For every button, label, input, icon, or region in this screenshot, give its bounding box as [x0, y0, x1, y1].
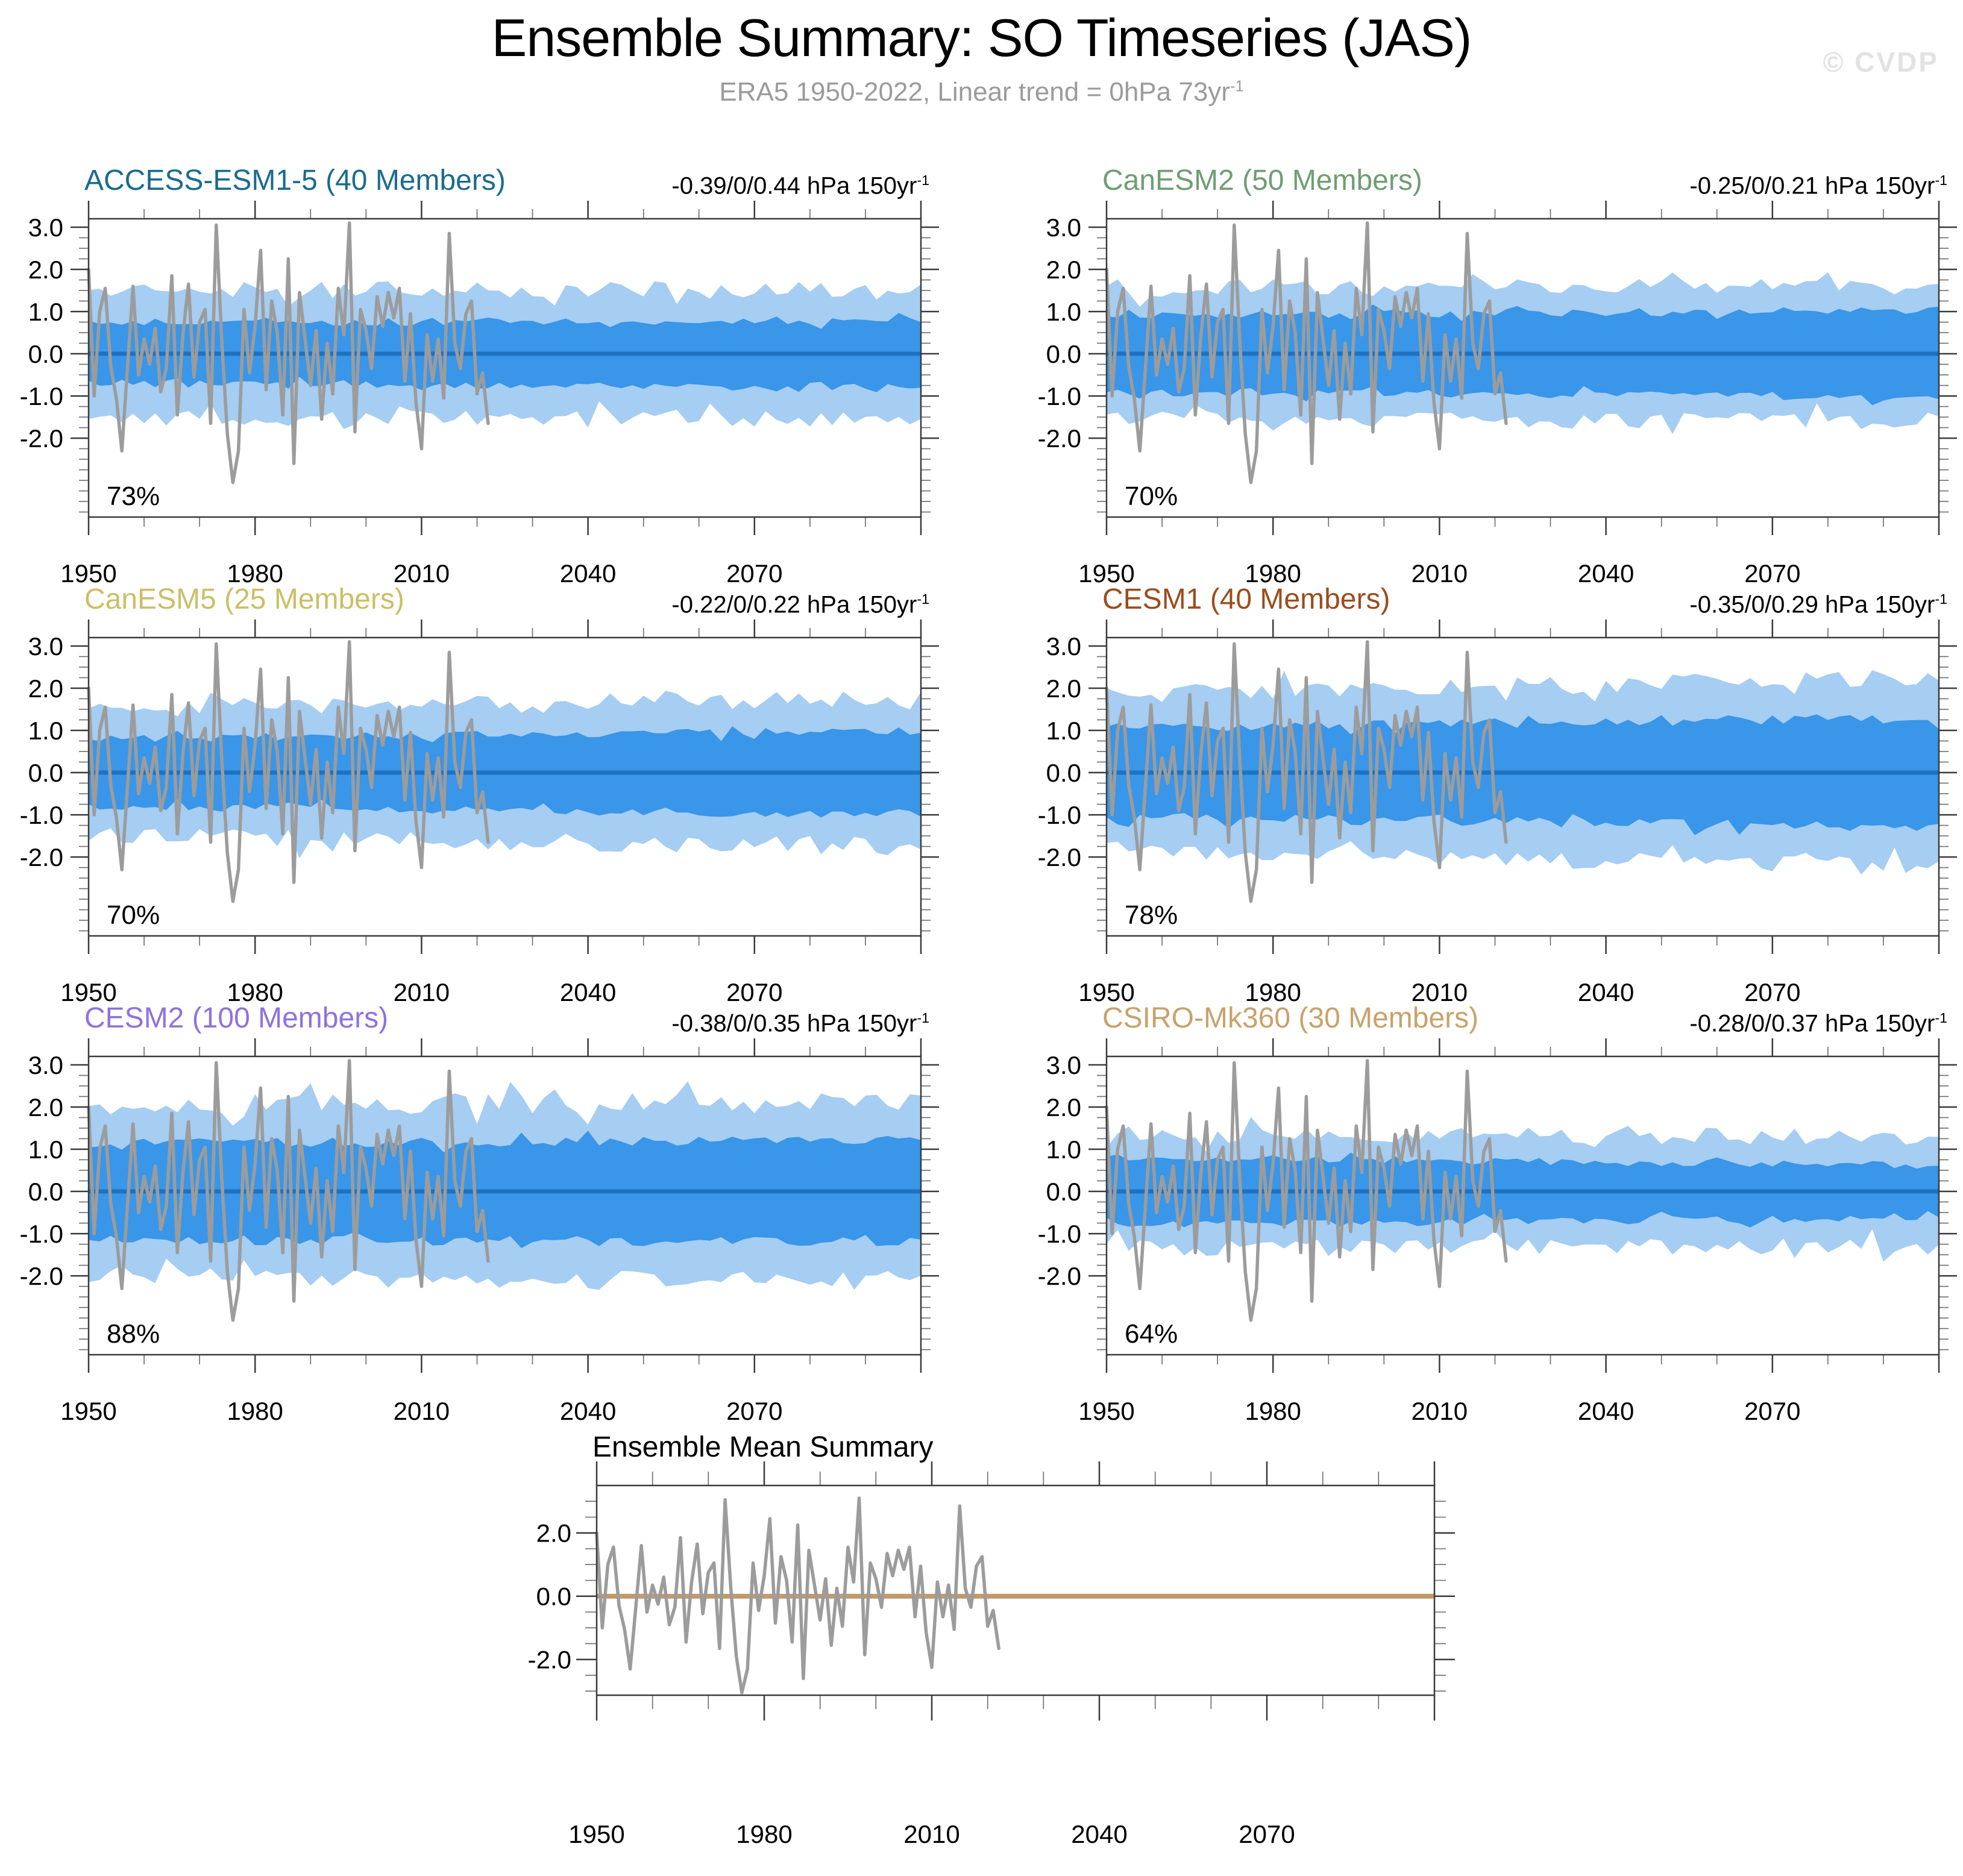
y-tick-label: -2.0: [1037, 1262, 1081, 1291]
timeseries-chart: [1018, 1032, 1963, 1454]
x-tick-label: 2070: [1239, 1820, 1295, 1848]
y-tick-label: 2.0: [1046, 1093, 1081, 1122]
y-tick-label: 0.0: [28, 340, 63, 368]
x-tick-label: 1950: [1078, 559, 1135, 588]
x-tick-label: 2010: [393, 559, 450, 588]
y-tick-label: 3.0: [1046, 213, 1081, 242]
model-panel: [1018, 162, 1963, 626]
trend-text: -0.35/0/0.29 hPa 150yr: [1689, 591, 1935, 618]
trend-text: -0.38/0/0.35 hPa 150yr: [671, 1010, 917, 1037]
x-tick-label: 1980: [1245, 978, 1301, 1006]
y-tick-label: -2.0: [19, 424, 63, 453]
x-tick-label: 2070: [726, 1397, 783, 1425]
x-tick-label: 2040: [559, 978, 617, 1006]
capture-pct-label: 70%: [107, 900, 160, 930]
panel-title: CESM1 (40 Members): [1102, 583, 1390, 615]
y-tick-label: 3.0: [1046, 1051, 1081, 1079]
x-tick-label: 1950: [1078, 978, 1135, 1006]
x-tick-label: 2070: [1744, 978, 1801, 1006]
timeseries-chart: [0, 613, 964, 1035]
x-tick-label: 1980: [1245, 1397, 1301, 1425]
x-tick-label: 2010: [393, 978, 450, 1006]
panel-title: CSIRO-Mk360 (30 Members): [1102, 1002, 1479, 1034]
cvdp-watermark: © CVDP: [1823, 46, 1939, 78]
trend-exponent: -1: [917, 591, 929, 607]
y-tick-label: -2.0: [527, 1645, 571, 1674]
summary-title: Ensemble Mean Summary: [592, 1431, 934, 1463]
panel-title: CESM2 (100 Members): [84, 1002, 389, 1034]
panel-title: CanESM5 (25 Members): [84, 583, 404, 615]
timeseries-chart: [0, 1032, 964, 1454]
y-tick-label: -1.0: [19, 382, 63, 411]
trend-text: -0.25/0/0.21 hPa 150yr: [1689, 172, 1935, 199]
timeseries-chart: [0, 195, 964, 616]
model-panel: [0, 580, 964, 1044]
y-tick-label: -1.0: [19, 1220, 63, 1249]
y-tick-label: 2.0: [28, 674, 63, 703]
y-tick-label: 2.0: [536, 1519, 571, 1548]
x-tick-label: 2070: [1744, 1397, 1801, 1425]
panel-title: CanESM2 (50 Members): [1102, 165, 1422, 196]
y-tick-label: -2.0: [1037, 424, 1081, 453]
capture-pct-label: 78%: [1125, 900, 1178, 930]
x-tick-label: 2040: [1577, 1397, 1635, 1425]
y-tick-label: -2.0: [19, 1262, 63, 1291]
trend-exponent: -1: [1935, 1010, 1947, 1026]
subtitle-text: ERA5 1950-2022, Linear trend = 0hPa 73yr: [719, 77, 1230, 107]
x-tick-label: 2010: [1411, 1397, 1468, 1425]
x-tick-label: 1950: [568, 1820, 625, 1848]
y-tick-label: -2.0: [1037, 843, 1081, 872]
y-tick-label: 1.0: [28, 717, 63, 745]
y-tick-label: 0.0: [1046, 759, 1081, 787]
y-tick-label: 0.0: [536, 1582, 571, 1611]
x-tick-label: 2010: [1411, 559, 1468, 588]
x-tick-label: 2010: [393, 1397, 450, 1425]
capture-pct-label: 70%: [1125, 482, 1178, 511]
model-panel: [0, 162, 964, 626]
x-tick-label: 2040: [1577, 978, 1635, 1006]
trend-text: -0.39/0/0.44 hPa 150yr: [671, 172, 917, 199]
trend-exponent: -1: [917, 172, 929, 188]
trend-text: -0.28/0/0.37 hPa 150yr: [1689, 1010, 1935, 1037]
model-panel: [0, 999, 964, 1463]
x-tick-label: 2010: [903, 1820, 960, 1848]
y-tick-label: 0.0: [1046, 340, 1081, 368]
y-tick-label: 3.0: [1046, 632, 1081, 660]
x-tick-label: 1980: [1245, 559, 1301, 588]
summary-chart: [508, 1461, 1472, 1876]
y-tick-label: 1.0: [1046, 717, 1081, 745]
summary-panel: [508, 1428, 1472, 1876]
x-tick-label: 2040: [1577, 559, 1635, 588]
y-tick-label: 3.0: [28, 1051, 63, 1079]
y-tick-label: 2.0: [1046, 256, 1081, 284]
y-tick-label: -1.0: [1037, 801, 1081, 830]
x-tick-label: 1950: [60, 978, 117, 1006]
main-title: Ensemble Summary: SO Timeseries (JAS): [491, 8, 1472, 67]
y-tick-label: -2.0: [19, 843, 63, 872]
x-tick-label: 2040: [559, 559, 617, 588]
x-tick-label: 2070: [726, 978, 783, 1006]
y-tick-label: 1.0: [1046, 298, 1081, 326]
capture-pct-label: 73%: [107, 482, 160, 511]
y-tick-label: -1.0: [1037, 1220, 1081, 1249]
x-tick-label: 1980: [227, 559, 283, 588]
trend-exponent: -1: [1935, 591, 1947, 607]
subtitle: [0, 77, 1963, 107]
capture-pct-label: 64%: [1125, 1319, 1178, 1349]
y-tick-label: 3.0: [28, 632, 63, 660]
x-tick-label: 2010: [1411, 978, 1468, 1006]
x-tick-label: 2070: [1744, 559, 1801, 588]
x-tick-label: 2040: [1071, 1820, 1128, 1848]
x-tick-label: 1950: [60, 1397, 117, 1425]
model-panel: [1018, 580, 1963, 1044]
y-tick-label: 3.0: [28, 213, 63, 242]
y-tick-label: 2.0: [1046, 674, 1081, 703]
y-tick-label: 0.0: [28, 759, 63, 787]
x-tick-label: 1980: [227, 978, 283, 1006]
y-tick-label: -1.0: [19, 801, 63, 830]
model-panel: [1018, 999, 1963, 1463]
y-tick-label: 0.0: [1046, 1178, 1081, 1206]
x-tick-label: 1980: [227, 1397, 283, 1425]
y-tick-label: -1.0: [1037, 382, 1081, 411]
capture-pct-label: 88%: [107, 1319, 160, 1349]
timeseries-chart: [1018, 195, 1963, 616]
y-tick-label: 2.0: [28, 256, 63, 284]
y-tick-label: 1.0: [1046, 1135, 1081, 1164]
x-tick-label: 1980: [736, 1820, 793, 1848]
trend-exponent: -1: [1935, 172, 1947, 188]
panel-title: ACCESS-ESM1-5 (40 Members): [84, 165, 506, 196]
x-tick-label: 2070: [726, 559, 783, 588]
y-tick-label: 1.0: [28, 1135, 63, 1164]
y-tick-label: 2.0: [28, 1093, 63, 1122]
subtitle-exponent: -1: [1230, 78, 1244, 95]
trend-exponent: -1: [917, 1010, 929, 1026]
x-tick-label: 1950: [60, 559, 117, 588]
timeseries-chart: [1018, 613, 1963, 1035]
y-tick-label: 0.0: [28, 1178, 63, 1206]
y-tick-label: 1.0: [28, 298, 63, 326]
x-tick-label: 1950: [1078, 1397, 1135, 1425]
trend-text: -0.22/0/0.22 hPa 150yr: [671, 591, 917, 618]
x-tick-label: 2040: [559, 1397, 617, 1425]
